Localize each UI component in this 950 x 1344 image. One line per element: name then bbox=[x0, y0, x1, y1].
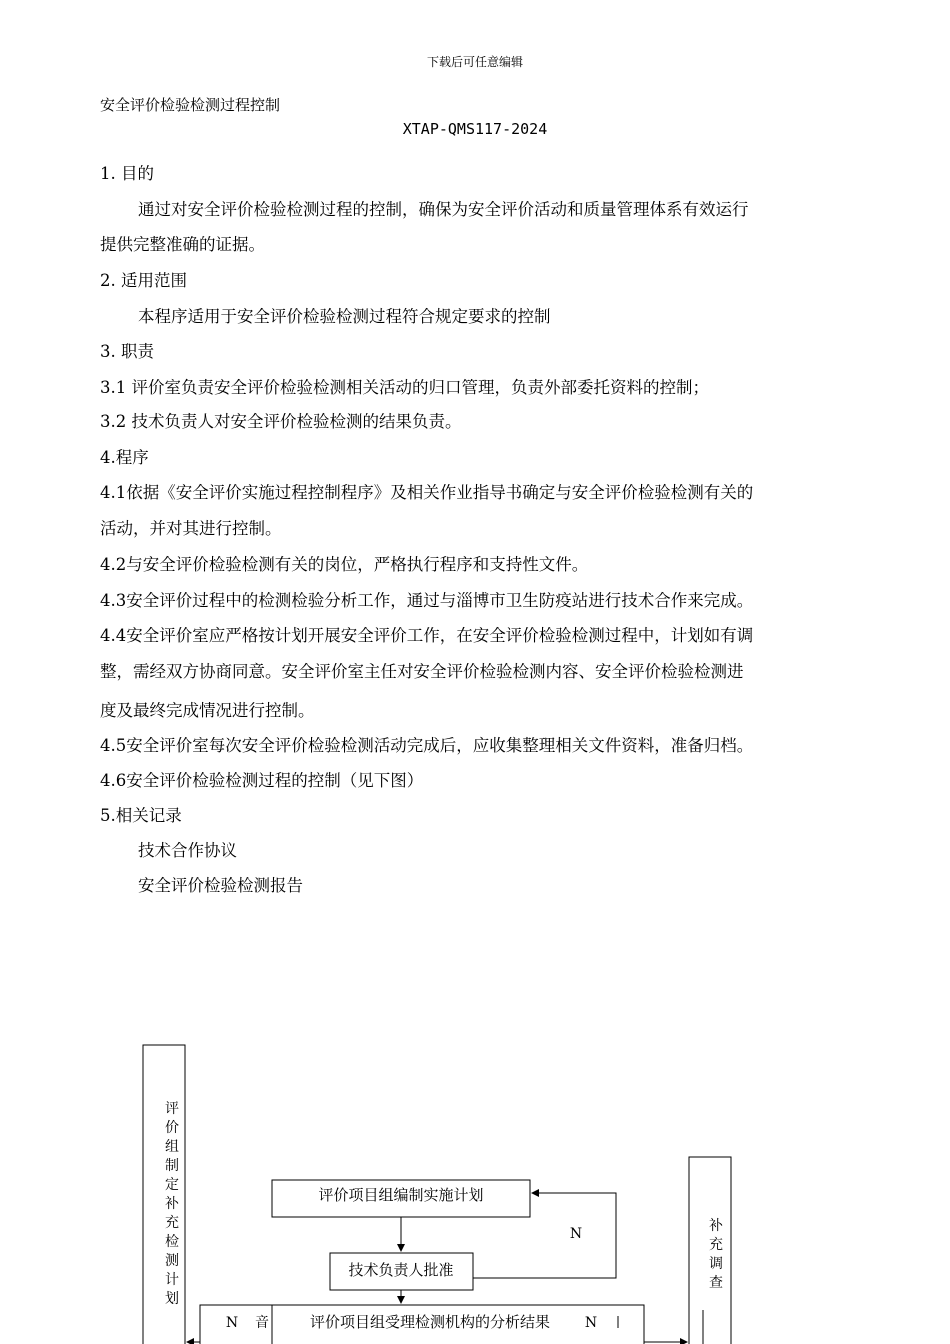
feedback-arrow bbox=[473, 1193, 616, 1278]
partial-char: 音 bbox=[255, 1315, 269, 1331]
svg-text:划: 划 bbox=[165, 1291, 179, 1307]
svg-text:组: 组 bbox=[165, 1139, 179, 1155]
svg-text:补: 补 bbox=[709, 1218, 723, 1234]
paragraph-line: 4.2与安全评价检验检测有关的岗位，严格执行程序和支持性文件。 bbox=[100, 555, 589, 574]
approve-box-label: 技术负责人批准 bbox=[348, 1261, 454, 1279]
left-box-text bbox=[165, 1101, 179, 1307]
svg-text:补: 补 bbox=[165, 1196, 179, 1212]
paragraph-line: 通过对安全评价检验检测过程的控制，确保为安全评价活动和质量管理体系有效运行 bbox=[138, 200, 749, 219]
section-heading: 2. 适用范围 bbox=[100, 271, 187, 290]
svg-text:检: 检 bbox=[165, 1234, 179, 1250]
result-box-label: 评价项目组受理检测机构的分析结果 bbox=[309, 1313, 551, 1331]
right-box-text bbox=[709, 1218, 723, 1291]
n-label-right: N bbox=[584, 1315, 598, 1331]
paragraph-line: 4.6安全评价检验检测过程的控制（见下图） bbox=[100, 771, 424, 790]
n-label-left: N bbox=[225, 1315, 239, 1331]
svg-text:定: 定 bbox=[165, 1177, 179, 1193]
paragraph-line: 4.3安全评价过程中的检测检验分析工作，通过与淄博市卫生防疫站进行技术合作来完成。 bbox=[100, 591, 754, 610]
paragraph-line: 本程序适用于安全评价检验检测过程符合规定要求的控制 bbox=[138, 307, 551, 326]
section-heading: 3. 职责 bbox=[100, 342, 154, 361]
section-heading: 4.程序 bbox=[100, 448, 149, 467]
svg-text:充: 充 bbox=[165, 1215, 179, 1231]
paragraph-line: 3.1 评价室负责安全评价检验检测相关活动的归口管理，负责外部委托资料的控制； bbox=[100, 378, 709, 397]
svg-text:计: 计 bbox=[165, 1272, 179, 1288]
svg-text:充: 充 bbox=[709, 1237, 723, 1253]
page-header: 下载后可任意编辑 bbox=[426, 55, 523, 69]
section-heading: 5.相关记录 bbox=[100, 806, 182, 825]
svg-text:价: 价 bbox=[165, 1120, 179, 1136]
paragraph-line: 度及最终完成情况进行控制。 bbox=[100, 701, 315, 720]
svg-text:评: 评 bbox=[165, 1101, 179, 1117]
document-title: 安全评价检验检测过程控制 bbox=[100, 96, 281, 114]
record-item: 技术合作协议 bbox=[138, 841, 237, 860]
paragraph-line: 整，需经双方协商同意。安全评价室主任对安全评价检验检测内容、安全评价检验检测进 bbox=[100, 662, 744, 681]
svg-text:调: 调 bbox=[709, 1256, 723, 1272]
paragraph-line: 提供完整准确的证据。 bbox=[100, 235, 265, 254]
section-heading: 1. 目的 bbox=[100, 164, 154, 183]
paragraph-line: 活动，并对其进行控制。 bbox=[100, 519, 282, 538]
paragraph-line: 4.1依据《安全评价实施过程控制程序》及相关作业指导书确定与安全评价检验检测有关的 bbox=[100, 483, 754, 502]
svg-text:查: 查 bbox=[709, 1275, 723, 1291]
record-item: 安全评价检验检测报告 bbox=[138, 876, 303, 895]
paragraph-line: 4.4安全评价室应严格按计划开展安全评价工作，在安全评价检验检测过程中，计划如有调 bbox=[100, 626, 754, 645]
svg-text:制: 制 bbox=[165, 1158, 179, 1174]
svg-text:测: 测 bbox=[165, 1253, 179, 1269]
paragraph-line: 4.5安全评价室每次安全评价检验检测活动完成后，应收集整理相关文件资料，准备归档。 bbox=[100, 736, 754, 755]
paragraph-line: 3.2 技术负责人对安全评价检验检测的结果负责。 bbox=[100, 412, 462, 431]
plan-box-label: 评价项目组编制实施计划 bbox=[318, 1186, 484, 1204]
n-label-loop: N bbox=[569, 1226, 583, 1242]
document-code: XTAP-QMS117-2024 bbox=[402, 120, 548, 138]
